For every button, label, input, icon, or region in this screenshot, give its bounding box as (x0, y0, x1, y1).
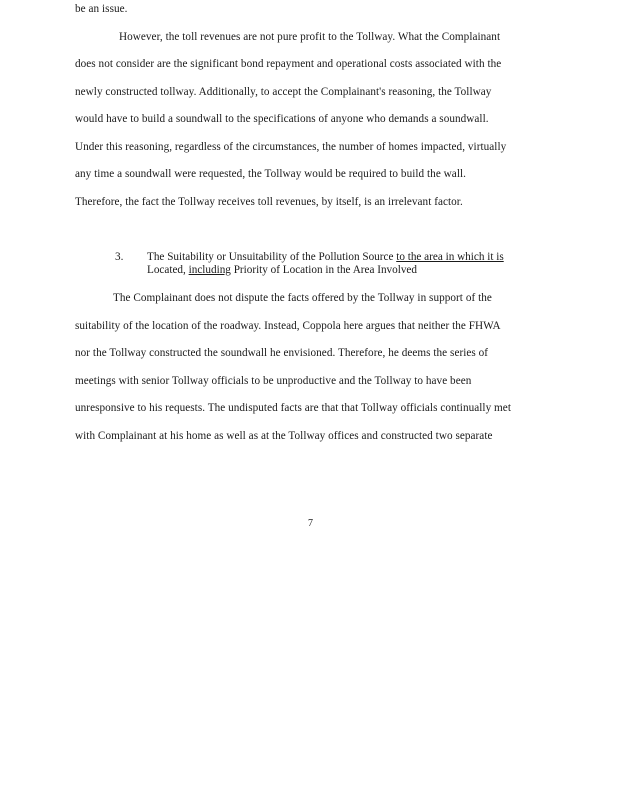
section-title-underlined-text: to the area in which it is (396, 251, 504, 263)
text-line: unresponsive to his requests. The undisputed facts are that that Tollway officials continually met (75, 402, 511, 414)
text-line: The Complainant does not dispute the facts offered by the Tollway in support of the (113, 292, 492, 304)
text-line: newly constructed tollway. Additionally, to accept the Complainant's reasoning, the Tollway (75, 86, 492, 98)
text-line: Under this reasoning, regardless of the circumstances, the number of homes impacted, virtually (75, 141, 507, 153)
section-title-text: Located, (147, 264, 189, 276)
text-line: would have to build a soundwall to the specifications of anyone who demands a soundwall. (75, 113, 489, 125)
text-line: be an issue. (75, 3, 128, 15)
text-line: any time a soundwall were requested, the Tollway would be required to build the wall. (75, 168, 466, 180)
text-line: with Complainant at his home as well as at the Tollway offices and constructed two separate (75, 430, 493, 442)
page-number: 7 (308, 518, 313, 529)
section-number: 3. (115, 251, 124, 263)
section-title-line1 (147, 251, 504, 264)
text-line: Therefore, the fact the Tollway receives toll revenues, by itself, is an irrelevant factor. (75, 196, 463, 208)
text-line: suitability of the location of the roadway. Instead, Coppola here argues that neither the FHWA (75, 320, 501, 332)
section-title-line2 (147, 264, 417, 277)
section-title-underlined-text: including (188, 264, 231, 276)
text-line: meetings with senior Tollway officials to be unproductive and the Tollway to have been (75, 375, 472, 387)
text-line: However, the toll revenues are not pure profit to the Tollway. What the Complainant (119, 31, 501, 43)
text-line: nor the Tollway constructed the soundwall he envisioned. Therefore, he deems the series of (75, 347, 489, 359)
text-line: does not consider are the significant bond repayment and operational costs associated with the (75, 58, 502, 70)
section-title-text: The Suitability or Unsuitability of the Pollution Source (147, 251, 397, 263)
section-title-text: Priority of Location in the Area Involved (230, 264, 417, 276)
